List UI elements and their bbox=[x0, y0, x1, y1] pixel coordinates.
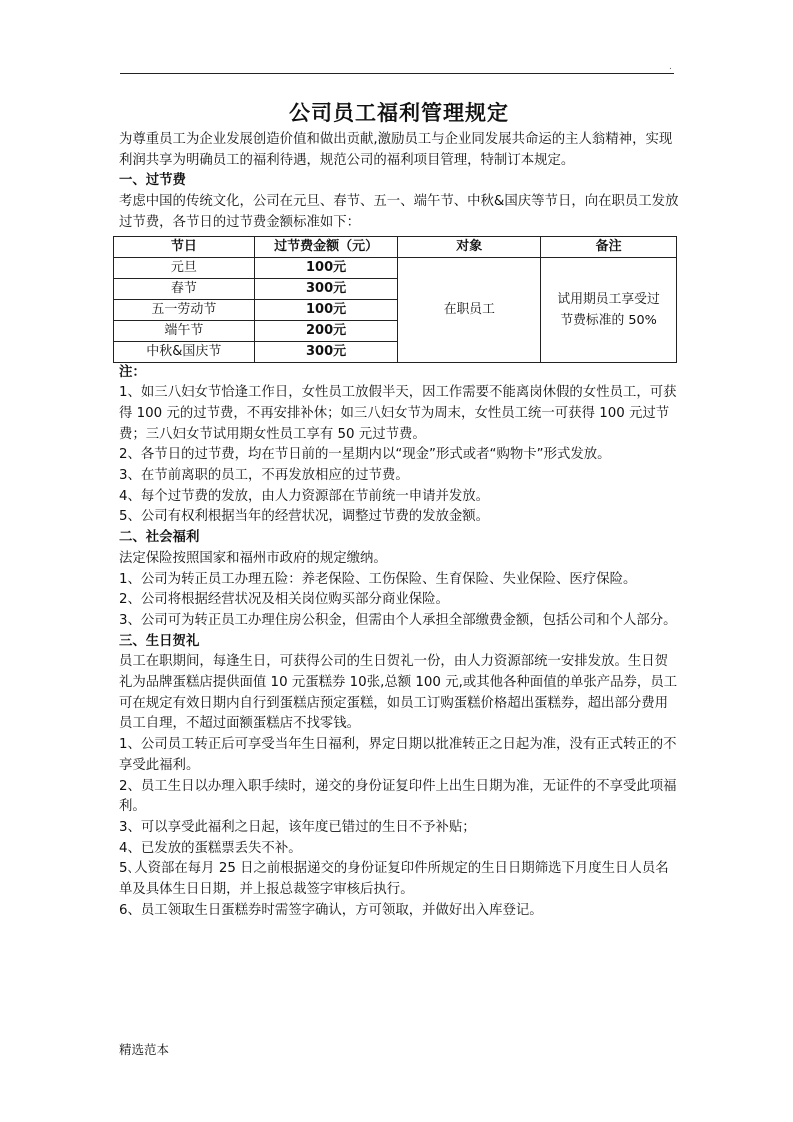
birthday-gift-item: 3、可以享受此福利之日起，该年度已错过的生日不予补贴； bbox=[119, 819, 476, 835]
holiday-fee-table bbox=[113, 236, 677, 363]
section-heading-social-welfare: 二、社会福利 bbox=[119, 530, 200, 546]
intro-paragraph: 为尊重员工为企业发展创造价值和做出贡献,激励员工与企业同发展共命运的主人翁精神，实现利润共享为明确员工的福利待遇，规范公司的福利项目管理，特制订本规定。 bbox=[119, 132, 673, 168]
table-cell-festival: 元旦 bbox=[114, 257, 255, 278]
social-welfare-item: 3、公司可为转正员工办理住房公积金，但需由个人承担全部缴费金额，包括公司和个人部分。 bbox=[119, 612, 677, 628]
section-heading-holiday-fee: 一、过节费 bbox=[119, 173, 186, 189]
table-header-target: 对象 bbox=[398, 236, 541, 257]
birthday-gift-item: 2、员工生日以办理入职手续时，递交的身份证复印件上出生日期为准，无证件的不享受此项福利。 bbox=[119, 778, 677, 815]
social-welfare-item: 2、公司将根据经营状况及相关岗位购买部分商业保险。 bbox=[119, 592, 449, 608]
table-cell-remark-text: 试用期员工享受过节费标准的 50% bbox=[557, 291, 660, 328]
note-item: 3、在节前离职的员工，不再发放相应的过节费。 bbox=[119, 468, 409, 484]
table-row bbox=[114, 257, 677, 278]
table-header-row bbox=[114, 236, 677, 257]
section-heading-birthday-gift: 三、生日贺礼 bbox=[119, 633, 200, 649]
table-cell-target: 在职员工 bbox=[398, 257, 541, 362]
document-body bbox=[119, 98, 679, 922]
birthday-gift-item: 6、员工领取生日蛋糕券时需签字确认，方可领取，并做好出入库登记。 bbox=[119, 902, 543, 918]
birthday-gift-item: 5､人资部在每月 25 日之前根据递交的身份证复印件所规定的生日日期筛选下月度生日人员名单及具体生日日期，并上报总裁签字审核后执行。 bbox=[119, 861, 669, 898]
table-header-amount: 过节费金额（元） bbox=[254, 236, 398, 257]
table-cell-amount: 100元 bbox=[254, 257, 398, 278]
header-rule bbox=[120, 73, 674, 74]
birthday-gift-item: 4、已发放的蛋糕票丢失不补。 bbox=[119, 840, 302, 856]
table-cell-amount: 200元 bbox=[254, 320, 398, 341]
table-cell-amount: 300元 bbox=[254, 341, 398, 362]
note-item: 4、每个过节费的发放，由人力资源部在节前统一申请并发放。 bbox=[119, 488, 490, 504]
note-item: 1、如三八妇女节恰逢工作日，女性员工放假半天，因工作需要不能离岗休假的女性员工，可获得 100 元的过节费，不再安排补休；如三八妇女节为周末，女性员工统一可获得 100 元过节费；三八妇女节试用期女性员工享有 50 元过节费。 bbox=[119, 385, 677, 442]
holiday-fee-description: 考虑中国的传统文化，公司在元旦、春节、五一、端午节、中秋&国庆等节日，向在职员工发放过节费，各节日的过节费金额标准如下： bbox=[119, 194, 679, 230]
birthday-gift-item: 1、公司员工转正后可享受当年生日福利，界定日期以批准转正之日起为准，没有正式转正的不享受此福利。 bbox=[119, 737, 677, 773]
table-header-festival: 节日 bbox=[114, 236, 255, 257]
note-item: 2、各节日的过节费，均在节日前的一星期内以“现金”形式或者“购物卡”形式发放。 bbox=[119, 447, 611, 463]
social-welfare-item: 法定保险按照国家和福州市政府的规定缴纳。 bbox=[119, 550, 387, 566]
page-footer: 精选范本 bbox=[119, 1042, 170, 1057]
header-corner-mark: . bbox=[669, 62, 672, 72]
note-item: 5、公司有权利根据当年的经营状况，调整过节费的发放金额。 bbox=[119, 509, 490, 525]
table-cell-remark bbox=[541, 257, 677, 362]
table-cell-festival: 中秋&国庆节 bbox=[114, 341, 255, 362]
table-cell-festival: 春节 bbox=[114, 278, 255, 299]
document-title: 公司员工福利管理规定 bbox=[289, 100, 509, 125]
table-cell-amount: 100元 bbox=[254, 299, 398, 320]
table-cell-amount: 300元 bbox=[254, 278, 398, 299]
notes-heading: 注： bbox=[119, 364, 146, 380]
social-welfare-item: 1、公司为转正员工办理五险：养老保险、工伤保险、生育保险、失业保险、医疗保险。 bbox=[119, 571, 637, 587]
birthday-gift-item: 员工在职期间，每逢生日，可获得公司的生日贺礼一份，由人力资源部统一安排发放。生日贺礼为品牌蛋糕店提供面值 10 元蛋糕券 10张,总额 100 元,或其他各种面值的单张产品券，员工可在规定有效日期内自行到蛋糕店预定蛋糕，如员工订购蛋糕价格超出蛋糕券，超出部分费用员工自理，不超过面额蛋糕店不找零钱。 bbox=[119, 654, 678, 732]
table-cell-festival: 五一劳动节 bbox=[114, 299, 255, 320]
table-header-remark: 备注 bbox=[541, 236, 677, 257]
table-cell-festival: 端午节 bbox=[114, 320, 255, 341]
